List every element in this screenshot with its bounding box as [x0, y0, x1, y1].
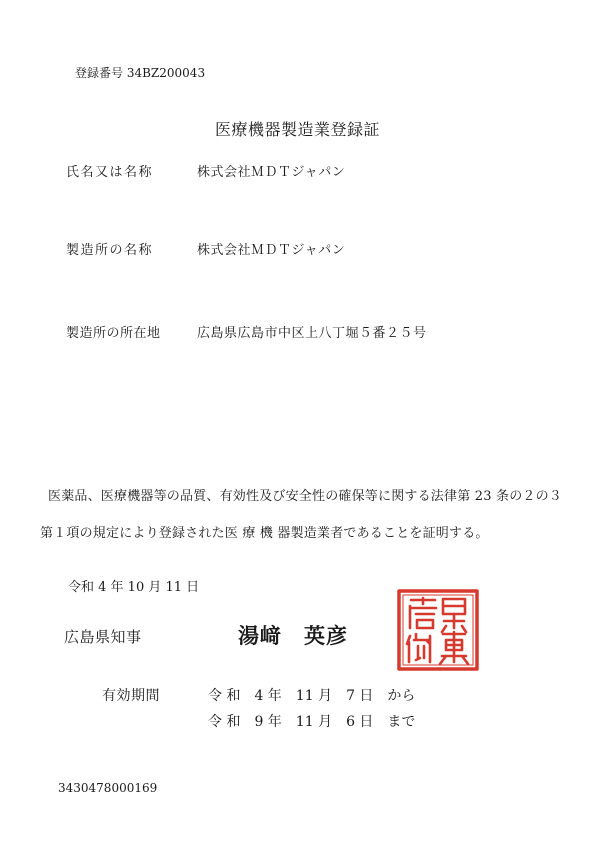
registration-number-row — [75, 64, 205, 81]
field-label-name: 氏名又は名称 — [66, 165, 154, 180]
document-code: 3430478000169 — [58, 781, 158, 795]
validity-label: 有効期間 — [102, 688, 160, 704]
registration-number-value: 34BZ200043 — [126, 66, 206, 80]
field-label-factory-address: 製造所の所在地 — [66, 326, 161, 341]
field-label-factory-name: 製造所の名称 — [66, 243, 154, 258]
validity-to: 令 和 9 年 11 月 6 日 まで — [208, 714, 416, 730]
issue-date: 令和 4 年 10 月 11 日 — [68, 580, 200, 595]
governor-name: 湯﨑 英彦 — [238, 623, 348, 648]
certificate-title: 医療機器製造業登録証 — [214, 120, 380, 139]
official-seal-stamp — [396, 588, 480, 672]
validity-from: 令 和 4 年 11 月 7 日 から — [208, 688, 416, 704]
field-value-factory-address: 広島県広島市中区上八丁堀５番２５号 — [197, 326, 427, 341]
statement-line-2: 第１項の規定により登録された医 療 機 器製造業者であることを証明する。 — [40, 526, 489, 541]
registration-number-label: 登録番号 — [75, 66, 124, 80]
seal-stamp-image — [396, 588, 480, 672]
field-value-name: 株式会社ＭＤＴジャパン — [197, 165, 346, 180]
field-value-factory-name: 株式会社ＭＤＴジャパン — [197, 243, 346, 258]
statement-line-1: 医薬品、医療機器等の品質、有効性及び安全性の確保等に関する法律第 23 条の２の３ — [48, 489, 563, 504]
governor-title: 広島県知事 — [64, 628, 142, 646]
